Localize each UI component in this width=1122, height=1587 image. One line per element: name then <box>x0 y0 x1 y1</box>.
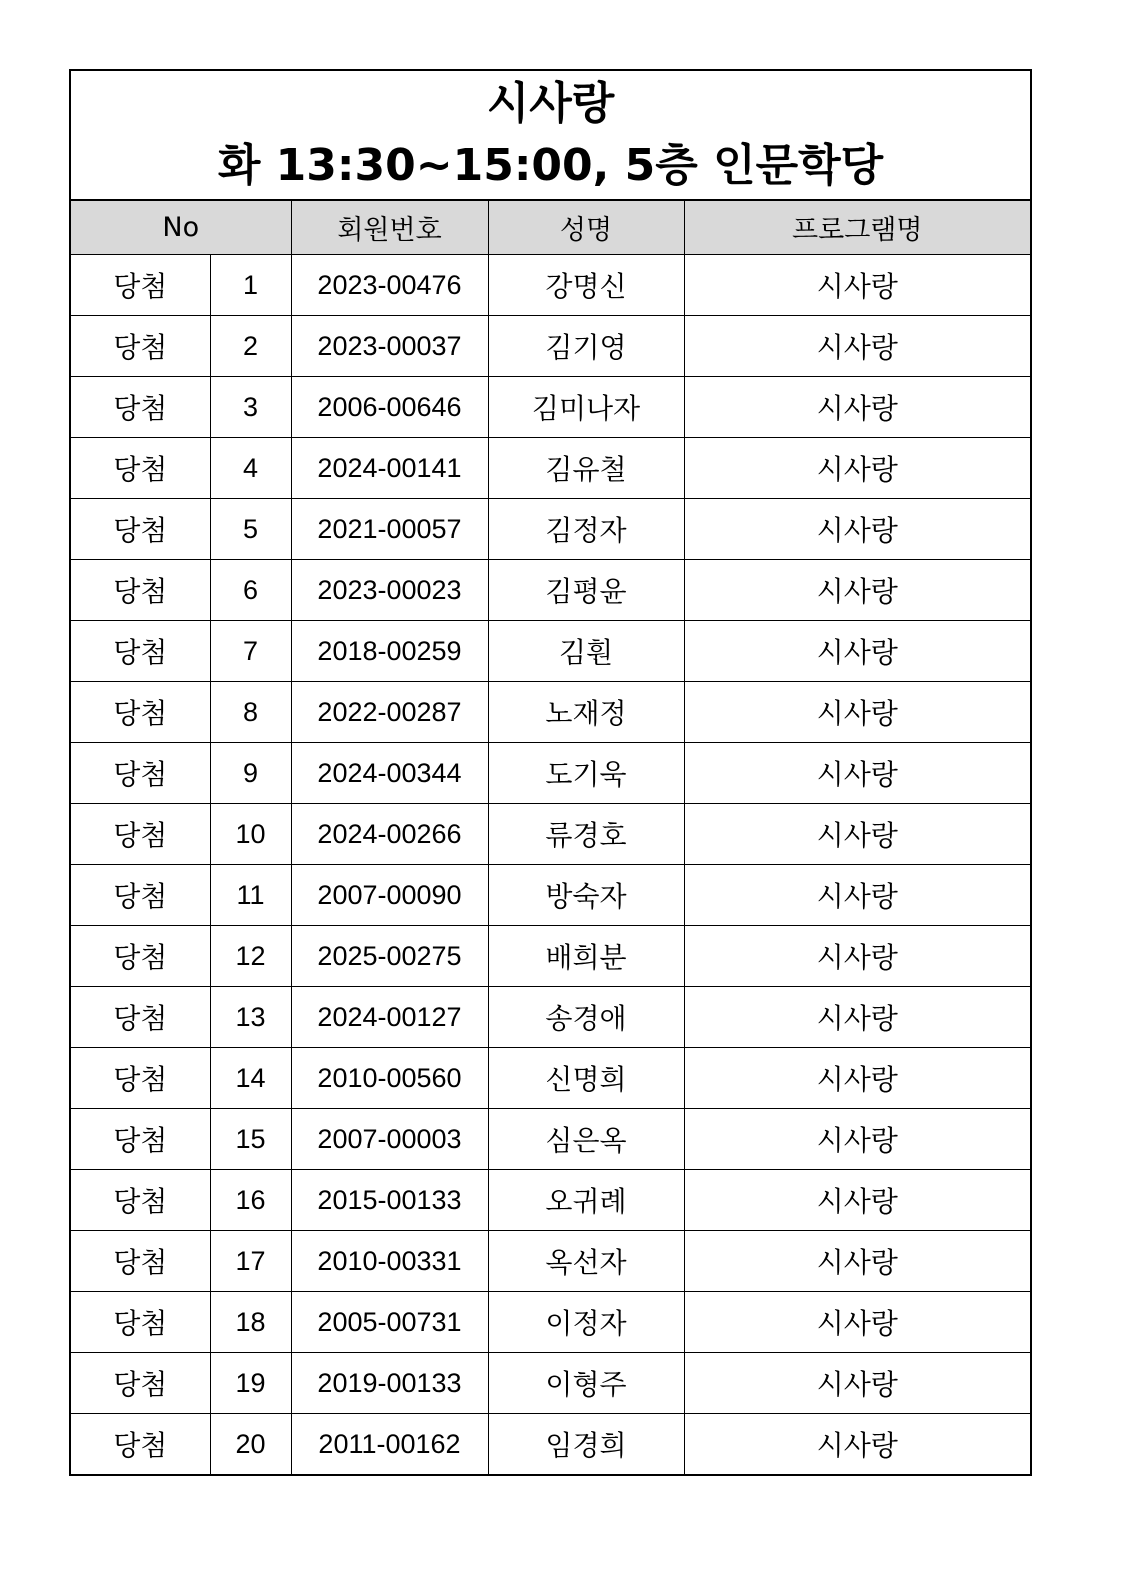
table-row <box>71 1231 1030 1292</box>
status-cell: 당첨 <box>71 621 210 682</box>
program-cell: 시사랑 <box>684 1353 1030 1414</box>
program-cell: 시사랑 <box>684 255 1030 316</box>
name-cell: 김평윤 <box>488 560 684 621</box>
row-number-cell: 4 <box>210 438 291 499</box>
name-cell: 강명신 <box>488 255 684 316</box>
name-cell: 김유철 <box>488 438 684 499</box>
row-number-cell: 14 <box>210 1048 291 1109</box>
name-cell: 임경희 <box>488 1414 684 1475</box>
program-cell: 시사랑 <box>684 316 1030 377</box>
status-cell: 당첨 <box>71 682 210 743</box>
member-id-cell: 2023-00023 <box>291 560 488 621</box>
table-row <box>71 316 1030 377</box>
winners-sheet <box>69 69 1032 1476</box>
member-id-cell: 2019-00133 <box>291 1353 488 1414</box>
row-number-cell: 2 <box>210 316 291 377</box>
name-cell: 옥선자 <box>488 1231 684 1292</box>
status-cell: 당첨 <box>71 926 210 987</box>
status-cell: 당첨 <box>71 316 210 377</box>
status-cell: 당첨 <box>71 255 210 316</box>
table-row <box>71 926 1030 987</box>
program-cell: 시사랑 <box>684 987 1030 1048</box>
program-cell: 시사랑 <box>684 1109 1030 1170</box>
program-cell: 시사랑 <box>684 1048 1030 1109</box>
table-row <box>71 1353 1030 1414</box>
table-row <box>71 865 1030 926</box>
program-cell: 시사랑 <box>684 865 1030 926</box>
table-row <box>71 438 1030 499</box>
name-cell: 이정자 <box>488 1292 684 1353</box>
name-cell: 송경애 <box>488 987 684 1048</box>
name-cell: 노재정 <box>488 682 684 743</box>
status-cell: 당첨 <box>71 438 210 499</box>
name-cell: 김정자 <box>488 499 684 560</box>
program-cell: 시사랑 <box>684 743 1030 804</box>
status-cell: 당첨 <box>71 560 210 621</box>
table-row <box>71 987 1030 1048</box>
table-row <box>71 377 1030 438</box>
program-cell: 시사랑 <box>684 682 1030 743</box>
member-id-cell: 2010-00331 <box>291 1231 488 1292</box>
member-id-cell: 2011-00162 <box>291 1414 488 1475</box>
program-cell: 시사랑 <box>684 1170 1030 1231</box>
table-row <box>71 1048 1030 1109</box>
name-cell: 도기욱 <box>488 743 684 804</box>
table-row <box>71 1170 1030 1231</box>
status-cell: 당첨 <box>71 499 210 560</box>
row-number-cell: 11 <box>210 865 291 926</box>
table-row <box>71 621 1030 682</box>
program-title: 시사랑 <box>486 78 615 129</box>
status-cell: 당첨 <box>71 987 210 1048</box>
name-cell: 류경호 <box>488 804 684 865</box>
header-name: 성명 <box>488 201 684 255</box>
name-cell: 김미나자 <box>488 377 684 438</box>
name-cell: 김기영 <box>488 316 684 377</box>
member-id-cell: 2024-00266 <box>291 804 488 865</box>
table-row <box>71 1109 1030 1170</box>
name-cell: 심은옥 <box>488 1109 684 1170</box>
table-row <box>71 499 1030 560</box>
row-number-cell: 8 <box>210 682 291 743</box>
member-id-cell: 2015-00133 <box>291 1170 488 1231</box>
member-id-cell: 2010-00560 <box>291 1048 488 1109</box>
program-cell: 시사랑 <box>684 377 1030 438</box>
program-cell: 시사랑 <box>684 1414 1030 1475</box>
status-cell: 당첨 <box>71 1231 210 1292</box>
table-row <box>71 682 1030 743</box>
status-cell: 당첨 <box>71 1292 210 1353</box>
status-cell: 당첨 <box>71 1048 210 1109</box>
name-cell: 배희분 <box>488 926 684 987</box>
member-id-cell: 2007-00090 <box>291 865 488 926</box>
member-id-cell: 2023-00476 <box>291 255 488 316</box>
program-cell: 시사랑 <box>684 438 1030 499</box>
table-row <box>71 743 1030 804</box>
status-cell: 당첨 <box>71 865 210 926</box>
row-number-cell: 19 <box>210 1353 291 1414</box>
member-id-cell: 2021-00057 <box>291 499 488 560</box>
header-row <box>71 201 1030 255</box>
table-row <box>71 1414 1030 1475</box>
row-number-cell: 13 <box>210 987 291 1048</box>
row-number-cell: 9 <box>210 743 291 804</box>
program-cell: 시사랑 <box>684 621 1030 682</box>
header-member-id: 회원번호 <box>291 201 488 255</box>
status-cell: 당첨 <box>71 1170 210 1231</box>
schedule-title: 화 13:30~15:00, 5층 인문학당 <box>217 140 884 191</box>
row-number-cell: 10 <box>210 804 291 865</box>
program-cell: 시사랑 <box>684 1292 1030 1353</box>
member-id-cell: 2024-00141 <box>291 438 488 499</box>
row-number-cell: 3 <box>210 377 291 438</box>
table-row <box>71 804 1030 865</box>
status-cell: 당첨 <box>71 377 210 438</box>
program-cell: 시사랑 <box>684 804 1030 865</box>
row-number-cell: 5 <box>210 499 291 560</box>
member-id-cell: 2023-00037 <box>291 316 488 377</box>
member-id-cell: 2024-00127 <box>291 987 488 1048</box>
program-cell: 시사랑 <box>684 499 1030 560</box>
member-id-cell: 2022-00287 <box>291 682 488 743</box>
name-cell: 이형주 <box>488 1353 684 1414</box>
header-no: No <box>71 201 291 255</box>
header-program: 프로그램명 <box>684 201 1030 255</box>
member-id-cell: 2007-00003 <box>291 1109 488 1170</box>
status-cell: 당첨 <box>71 1109 210 1170</box>
name-cell: 방숙자 <box>488 865 684 926</box>
row-number-cell: 17 <box>210 1231 291 1292</box>
row-number-cell: 6 <box>210 560 291 621</box>
status-cell: 당첨 <box>71 743 210 804</box>
table-row <box>71 255 1030 316</box>
member-id-cell: 2005-00731 <box>291 1292 488 1353</box>
member-id-cell: 2006-00646 <box>291 377 488 438</box>
name-cell: 오귀례 <box>488 1170 684 1231</box>
row-number-cell: 12 <box>210 926 291 987</box>
member-id-cell: 2025-00275 <box>291 926 488 987</box>
title-block <box>71 71 1030 201</box>
program-cell: 시사랑 <box>684 1231 1030 1292</box>
status-cell: 당첨 <box>71 1353 210 1414</box>
table-row <box>71 1292 1030 1353</box>
member-id-cell: 2024-00344 <box>291 743 488 804</box>
table-row <box>71 560 1030 621</box>
row-number-cell: 7 <box>210 621 291 682</box>
row-number-cell: 18 <box>210 1292 291 1353</box>
status-cell: 당첨 <box>71 804 210 865</box>
row-number-cell: 20 <box>210 1414 291 1475</box>
name-cell: 신명희 <box>488 1048 684 1109</box>
name-cell: 김훤 <box>488 621 684 682</box>
program-cell: 시사랑 <box>684 926 1030 987</box>
row-number-cell: 15 <box>210 1109 291 1170</box>
status-cell: 당첨 <box>71 1414 210 1475</box>
row-number-cell: 16 <box>210 1170 291 1231</box>
row-number-cell: 1 <box>210 255 291 316</box>
program-cell: 시사랑 <box>684 560 1030 621</box>
member-id-cell: 2018-00259 <box>291 621 488 682</box>
winners-table <box>71 201 1030 1474</box>
